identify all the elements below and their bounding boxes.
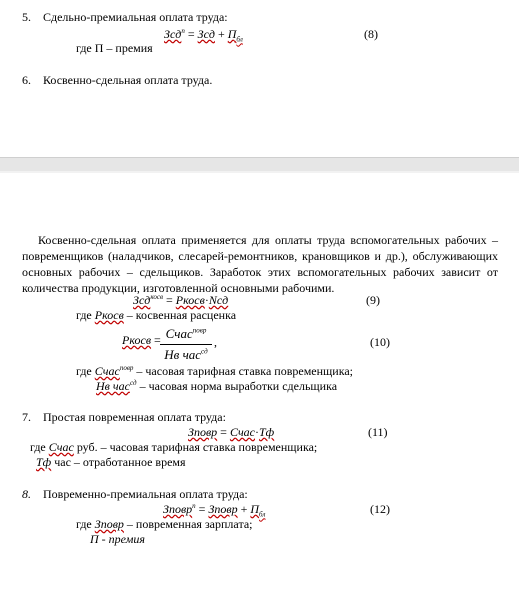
item5-title: Сдельно-премиальная оплата труда: — [43, 10, 228, 24]
item7-where-2: Тф час – отработанное время — [36, 455, 186, 469]
item8-number: 8. — [22, 487, 31, 501]
main-paragraph: Косвенно-сдельная оплата применяется для оплаты труда вспомогательных рабочих – повременщиков (наладчиков, слесарей-ремонтников, крановщиков и др.), обслуживающих основных рабочих – сдельщиков. Заработок этих вспомогательных рабочих зависит от количества продукции, изготовленной основными рабочими. — [22, 233, 498, 295]
fraction-numerator: Счас$^{повр}$ — [165, 326, 207, 341]
equation-8: Зсд$^п$ = Зсд + $П_{бл}$ — [164, 27, 243, 44]
equation-10-fraction — [160, 326, 212, 363]
equation-11: Зповр = Счас·Тф — [188, 425, 275, 439]
item7-number: 7. — [22, 410, 31, 424]
fraction-bar — [160, 344, 212, 345]
item8-where-2: П - премия — [90, 532, 145, 546]
item8-heading — [22, 487, 248, 502]
page-break — [0, 157, 519, 172]
equation-number-12: (12) — [370, 502, 390, 516]
eq9-where: где Ркосв – косвенная расценка — [76, 308, 237, 322]
eq10-where-2: Нв час$^{сд}$ – часовая норма выработки сдельщика — [96, 379, 338, 393]
equation-number-9: (9) — [366, 293, 380, 307]
equation-number-8: (8) — [364, 27, 378, 41]
item6-number: 6. — [22, 73, 31, 87]
item7-heading — [22, 410, 226, 425]
item5-heading — [22, 10, 228, 25]
eq10-lhs: Ркосв = — [122, 333, 161, 347]
page-top-edge — [0, 171, 519, 173]
item8-title: Повременно-премиальная оплата труда: — [43, 487, 248, 501]
item7-where-1: где Счас руб. – часовая тарифная ставка повременщика; — [30, 440, 318, 454]
fraction-denominator: Нв час$^{сд}$ — [164, 347, 208, 362]
item8-where-1: где Зповр – повременная зарплата; — [76, 517, 253, 531]
equation-12: Зповр$^п$ = Зповр + $П_{бл}$ — [163, 502, 266, 519]
equation-9: Зсд$^{косв}$ = Ркосв·Nсд — [133, 293, 229, 307]
equation-number-11: (11) — [368, 425, 388, 439]
equation-number-10: (10) — [370, 335, 390, 349]
item5-where: где П – премия — [76, 41, 153, 55]
item5-number: 5. — [22, 10, 31, 24]
item6-heading — [22, 73, 212, 88]
item6-title: Косвенно-сдельная оплата труда. — [43, 73, 213, 87]
item7-title: Простая повременная оплата труда: — [43, 410, 226, 424]
eq10-tail: , — [214, 335, 217, 349]
eq10-where-1: где Счас$^{повр}$ – часовая тарифная ставка повременщика; — [76, 364, 354, 378]
